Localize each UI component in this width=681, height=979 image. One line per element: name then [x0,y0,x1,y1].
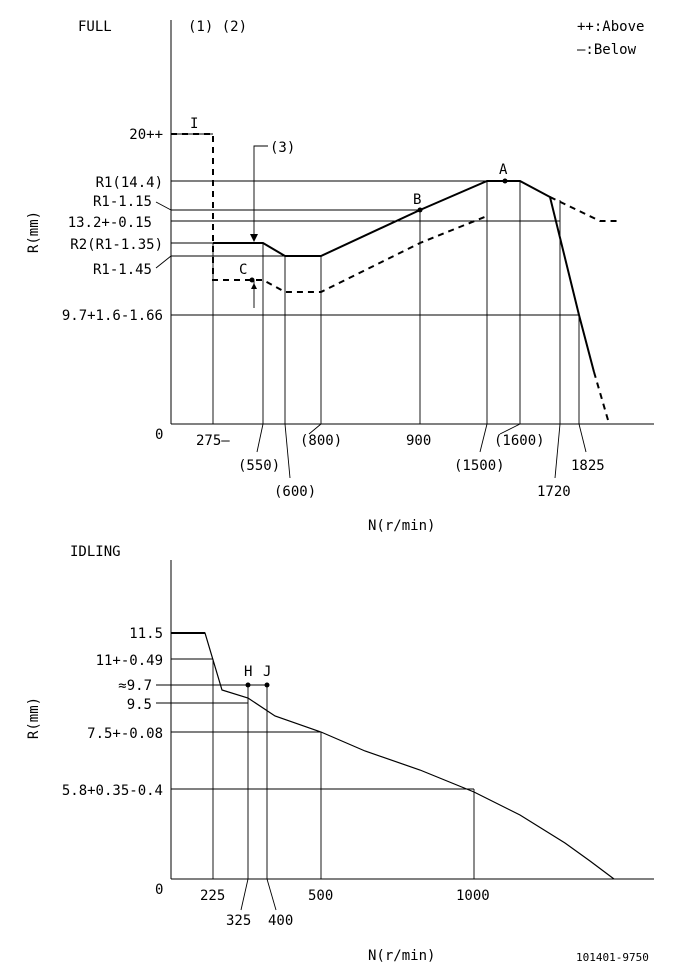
full-x-tick-275: 275— [196,433,230,449]
idling-point-h [246,683,251,688]
full-y-tick-r1: R1(14.4) [95,175,163,191]
full-y-tick-r1-145: R1-1.45 [92,262,152,278]
full-annot-c: C [239,262,248,278]
full-x-tick-1500: (1500) [454,458,505,474]
full-curve-dashed-upper [171,134,487,292]
idling-y-tick-11: 11+-0.49 [95,653,163,669]
full-tick-leader-1720 [555,424,560,478]
idling-x-tick-500: 500 [308,888,334,904]
idling-chart-title: IDLING [70,544,121,560]
full-point-a [503,179,508,184]
full-curve-solid-tail-dash [594,372,608,420]
legend-below: —:Below [577,42,637,58]
idling-y-tick-75: 7.5+-0.08 [87,726,163,742]
full-y-tick-r1-115: R1-1.15 [92,194,152,210]
full-origin-label: 0 [155,427,164,443]
idling-tick-leader-325 [241,879,248,910]
full-tick-leader-600 [285,424,290,478]
full-leader-r1-145 [156,256,171,268]
idling-y-tick-58: 5.8+0.35-0.4 [61,783,163,799]
full-chart-title: FULL [78,19,112,35]
idling-y-tick-95: 9.5 [126,697,152,713]
full-tick-leader-550 [257,424,263,452]
full-chart [26,19,654,534]
full-annot-c-arrowhead [251,283,257,289]
idling-x-tick-400: 400 [268,913,294,929]
idling-x-tick-1000: 1000 [456,888,490,904]
idling-x-tick-225: 225 [200,888,226,904]
full-annot-b: B [413,192,422,208]
idling-tick-leader-400 [267,879,276,910]
idling-x-axis-label: N(r/min) [368,948,436,964]
full-y-axis-label: R(mm) [26,210,42,254]
full-x-tick-1720: 1720 [537,484,571,500]
full-leader-r1-115 [156,202,171,210]
full-y-tick-132: 13.2+-0.15 [67,215,152,231]
full-x-axis-label: N(r/min) [368,518,436,534]
idling-y-tick-97: ≈9.7 [118,678,152,694]
footer-code: 101401-9750 [576,951,649,964]
full-annot-a: A [499,162,508,178]
full-y-tick-97: 9.7+1.6-1.66 [61,308,163,324]
full-x-tick-800: (800) [300,433,343,449]
idling-y-tick-115: 11.5 [129,626,163,642]
full-y-tick-20: 20++ [129,127,163,143]
full-y-tick-r2: R2(R1-1.35) [70,237,163,253]
full-tick-leader-1500 [480,424,487,452]
idling-origin-label: 0 [155,882,164,898]
idling-x-tick-325: 325 [226,913,252,929]
full-chart-notes: (1) (2) [188,19,248,35]
full-x-tick-900: 900 [406,433,432,449]
full-annot-3-arrowhead [250,234,258,242]
idling-curve [171,633,614,879]
idling-chart [26,544,654,964]
legend-above: ++:Above [577,19,645,35]
full-annot-3: (3) [270,140,296,156]
full-annot-3-leader [254,146,268,236]
full-x-tick-1600: (1600) [494,433,545,449]
full-point-b [418,208,423,213]
idling-y-axis-label: R(mm) [26,696,42,740]
full-annot-i: I [190,116,199,132]
idling-annot-h: H [244,664,253,680]
idling-point-j [265,683,270,688]
idling-annot-j: J [263,664,272,680]
full-x-tick-550: (550) [238,458,281,474]
full-x-tick-600: (600) [274,484,317,500]
full-x-tick-1825: 1825 [571,458,605,474]
full-tick-leader-1825 [579,424,586,452]
